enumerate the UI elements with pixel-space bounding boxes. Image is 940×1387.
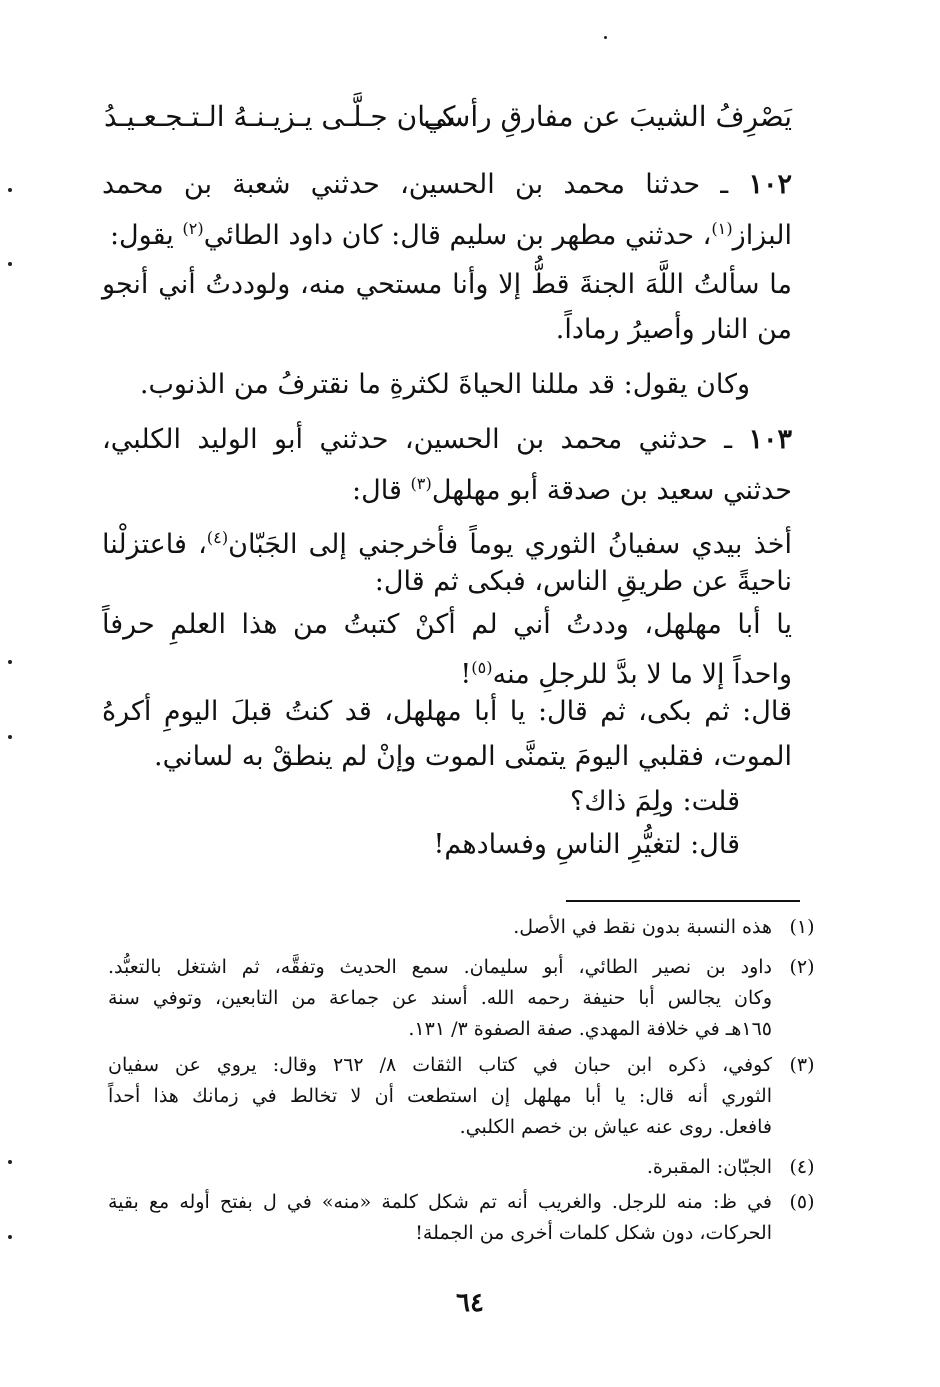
entry-number: ١٠٢: [748, 169, 792, 200]
margin-mark: [604, 36, 607, 39]
margin-mark: [8, 735, 12, 739]
paragraph-line: الموت، فقلبي اليومَ يتمنَّى الموت وإنْ لم ينطقْ به لساني.: [153, 741, 792, 772]
entry-text: البزاز: [732, 220, 792, 251]
entry-text: واحداً إلا ما لا بدَّ للرجلِ منه: [492, 659, 792, 690]
footnote-number: (٢): [789, 956, 815, 978]
footnote-line: الحركات، دون شكل كلمات أخرى من الجملة!: [415, 1222, 772, 1244]
footnote-line: فافعل. روى عنه عياش بن خصم الكلبي.: [459, 1116, 772, 1138]
margin-mark: [8, 188, 12, 192]
footnote-number: (٤): [789, 1156, 815, 1178]
entry-text: قال:: [352, 475, 411, 506]
verse-hemistich-right: يَصْرِفُ الشيبَ عن مفارقِ رأسي: [423, 100, 792, 133]
footnote-line: كوفي، ذكره ابن حبان في كتاب الثقات ٨/ ٢٦٢ وقال: يروي عن سفيان: [108, 1054, 772, 1076]
footnote-line: وكان يجالس أبا حنيفة رحمه الله. أسند عن جماعة من التابعين، وتوفي سنة: [108, 987, 772, 1009]
dialogue-line: قلت: ولِمَ ذاك؟: [570, 786, 740, 817]
quote-line: ما سألتُ اللَّهَ الجنةَ قطُّ إلا وأنا مستحي منه، ولوددتُ أني أنجو: [102, 269, 792, 300]
entry-text: يقول:: [109, 220, 183, 251]
footnote-line: الجبّان: المقبرة.: [646, 1156, 772, 1178]
entry-text: ، فاعتزلْنا: [102, 529, 207, 560]
footnote-line: في ظ: منه للرجل. والغريب أنه تم شكل كلمة «منه» في ل بفتح أوله مع بقية: [108, 1191, 773, 1213]
entry-103-line1: [102, 420, 792, 460]
entry-text: ـ حدثني محمد بن الحسين، حدثني أبو الوليد الكلبي،: [102, 424, 733, 455]
footnote-number: (٥): [789, 1191, 815, 1213]
saying-line: وكان يقول: قد مللنا الحياةَ لكثرةِ ما نقترفُ من الذنوب.: [139, 369, 750, 400]
entry-text: ـ حدثنا محمد بن الحسين، حدثني شعبة بن محمد: [102, 169, 729, 200]
entry-103-line2: [352, 464, 792, 511]
entry-text: !: [460, 659, 472, 690]
paragraph-line: [460, 648, 792, 695]
footnote-ref[interactable]: (٣): [410, 474, 432, 493]
entry-text: أخذ بيدي سفيانُ الثوري يوماً فأخرجني إلى الجَبّان: [228, 529, 792, 560]
footnote-ref[interactable]: (١): [711, 219, 733, 238]
page-number: ٦٤: [456, 1288, 484, 1318]
entry-text: حدثني سعيد بن صدقة أبو مهلهل: [431, 475, 792, 506]
margin-mark: [8, 660, 12, 664]
dialogue-line: قال: لتغيُّرِ الناسِ وفسادهم!: [433, 829, 740, 860]
footnote-number: (١): [789, 916, 815, 938]
footnote-line: الثوري أنه قال: يا أبا مهلهل إن استطعت أن لا تخالط في زمانك هذا أحداً: [108, 1085, 772, 1107]
margin-mark: [8, 262, 12, 266]
entry-102-line1: [102, 165, 792, 205]
footnote-line: ١٦٥هـ في خلافة المهدي. صفة الصفوة ٣/ ١٣١.: [408, 1018, 772, 1040]
paragraph-line: يا أبا مهلهل، وددتُ أني لم أكنْ كتبتُ من هذا العلمِ حرفاً: [102, 609, 792, 640]
entry-102-line2: [110, 209, 792, 256]
footnote-line: هذه النسبة بدون نقط في الأصل.: [513, 916, 772, 938]
footnote-number: (٣): [789, 1054, 815, 1076]
footnote-ref[interactable]: (٢): [182, 219, 204, 238]
footnote-separator: [566, 900, 800, 902]
margin-mark: [8, 1235, 12, 1239]
entry-number: ١٠٣: [748, 424, 792, 455]
verse-hemistich-left: كــان جـلَّـى يـزيـنـهُ الـتـجـعـيـدُ: [104, 100, 456, 133]
footnote-ref[interactable]: (٥): [471, 658, 493, 677]
footnote-line: داود بن نصير الطائي، أبو سليمان. سمع الحديث وتفقَّه، ثم اشتغل بالتعبُّد.: [108, 956, 772, 978]
quote-line: من النار وأصيرُ رماداً.: [555, 314, 792, 345]
footnote-ref[interactable]: (٤): [206, 528, 229, 547]
paragraph-line: [102, 518, 792, 565]
paragraph-line: ناحيةً عن طريقِ الناس، فبكى ثم قال:: [374, 566, 792, 597]
entry-text: ، حدثني مطهر بن سليم قال: كان داود الطائي: [203, 220, 712, 251]
paragraph-line: قال: ثم بكى، ثم قال: يا أبا مهلهل، قد كنتُ قبلَ اليومِ أكرهُ: [102, 696, 792, 727]
margin-mark: [8, 1160, 12, 1164]
